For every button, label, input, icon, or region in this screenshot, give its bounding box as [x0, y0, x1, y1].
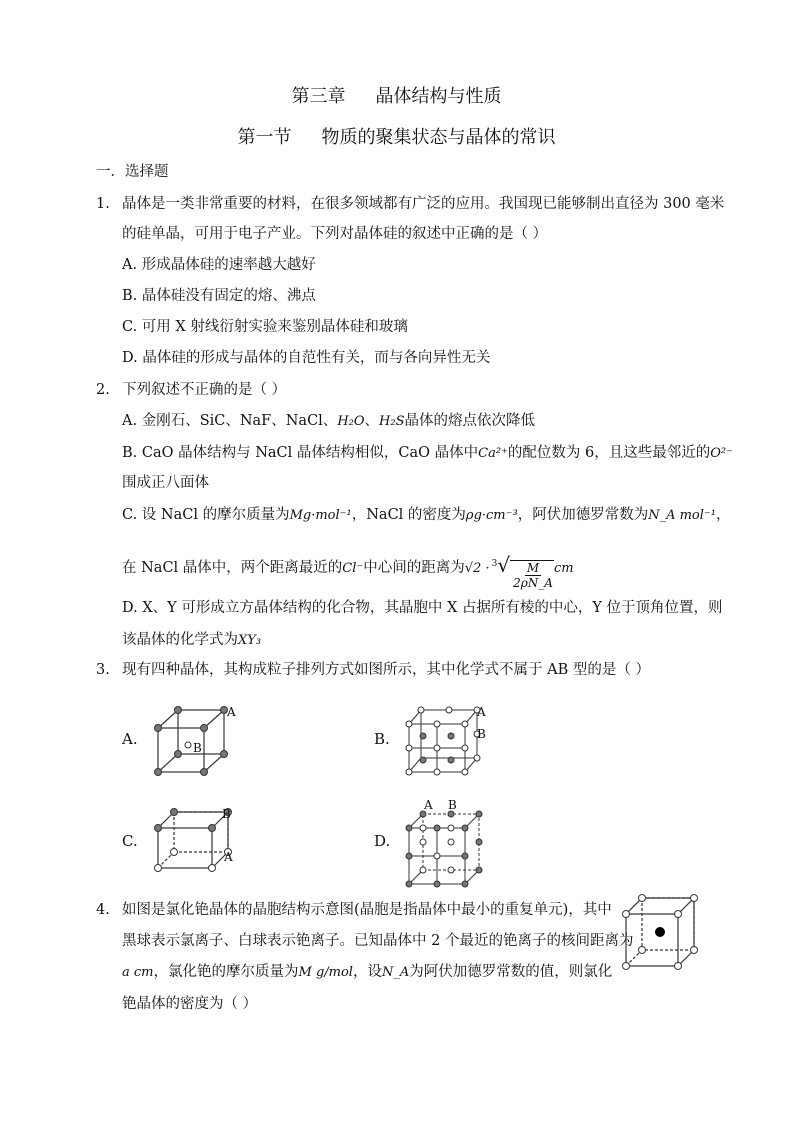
density-unit: ρg·cm⁻³	[465, 508, 518, 523]
q4-l3-mid: ，氯化铯的摩尔质量为	[153, 964, 299, 980]
q3-c-label-b: B	[222, 807, 231, 821]
q2-a-text: A. 金刚石、SiC、NaF、NaCl、	[122, 413, 338, 429]
q3-d-label-a: A	[424, 798, 433, 812]
q1-option-d: D. 晶体硅的形成与晶体的自范性有关，而与各向异性无关	[122, 350, 491, 366]
section-name: 物质的聚集状态与晶体的常识	[321, 127, 556, 148]
avogadro-na: N_A	[381, 965, 410, 980]
q3-option-b-label: B.	[374, 730, 390, 748]
formula-o-ion: O²⁻	[710, 446, 733, 461]
q3-number: 3.	[96, 662, 110, 678]
q2-option-d-line1: D. X、Y 可形成立方晶体结构的化合物，其晶胞中 X 占据所有棱的中心，Y 位于顶角位置，则	[122, 600, 723, 616]
q3-stem: 现有四种晶体，其构成粒子排列方式如图所示，其中化学式不属于 AB 型的是（ ）	[122, 662, 650, 678]
q3-b-label-b: B	[477, 727, 486, 741]
q3-option-a-label: A.	[122, 730, 138, 748]
q2-option-b-line1	[122, 443, 733, 464]
distance-unit: cm	[553, 560, 574, 576]
q2-c2-mid: 中心间的距离为	[363, 559, 465, 576]
q3-d-label-b: B	[448, 798, 457, 812]
section-title	[0, 123, 793, 149]
q2-b-mid: 的配位数为 6，且这些最邻近的	[507, 445, 711, 461]
q2-stem: 下列叙述不正确的是（ ）	[122, 382, 287, 398]
q2-option-a	[122, 411, 535, 432]
sqrt-two: √2 ·	[464, 560, 490, 576]
q2-option-c-line1	[122, 505, 730, 526]
q3-option-d-label: D.	[374, 832, 391, 850]
q4-line3	[122, 962, 612, 983]
formula-cl-ion: Cl⁻	[342, 560, 364, 576]
q2-number: 2.	[96, 382, 110, 398]
q3-b-label-a: A	[477, 705, 486, 719]
q4-line2: 黑球表示氯离子、白球表示铯离子。已知晶体中 2 个最近的铯离子的核间距离为	[122, 933, 634, 949]
cscl-unit-cell-diagram	[620, 890, 700, 974]
formula-ca-ion: Ca²⁺	[478, 446, 508, 461]
fraction-denominator: 2ρN_A	[513, 575, 553, 590]
fraction-numerator: M	[526, 560, 540, 575]
q1-option-a: A. 形成晶体硅的速率越大越好	[122, 257, 316, 273]
q2-option-d-line2	[122, 630, 261, 651]
q2-c-mid: ，NaCl 的密度为	[351, 507, 466, 523]
molar-mass-m: M g/mol	[298, 965, 353, 980]
q2-c2-text: 在 NaCl 晶体中，两个距离最近的	[122, 559, 343, 576]
q2-c-end: ，	[715, 507, 731, 523]
q4-line1: 如图是氯化铯晶体的晶胞结构示意图(晶胞是指晶体中最小的重复单元)，其中	[122, 902, 612, 918]
formula-xy3: XY₃	[238, 633, 262, 648]
q3-a-label-a: A	[227, 705, 236, 719]
formula-h2s: H₂S	[379, 414, 405, 429]
q3-c-label-a: A	[224, 850, 233, 864]
q1-option-b: B. 晶体硅没有固定的熔、沸点	[122, 288, 316, 304]
q3-option-c-label: C.	[122, 832, 138, 850]
q3-crystal-d-diagram	[403, 806, 493, 890]
distance-a-cm: a cm	[122, 965, 154, 980]
q4-line4: 铯晶体的密度为（ ）	[122, 996, 258, 1012]
q2-a-tail: 晶体的熔点依次降低	[404, 413, 535, 429]
q3-a-label-b: B	[193, 741, 202, 755]
q2-a-sep: 、	[364, 413, 380, 429]
q2-option-c-line2: 在 NaCl 晶体中，两个距离最近的Cl⁻中心间的距离为√2 · $^3$√ $\frac{M}{2\rho N\_A}$ cm	[122, 552, 574, 590]
q1-number: 1.	[96, 196, 110, 212]
q4-l3-end: 为阿伏加德罗常数的值，则氯化	[409, 964, 613, 980]
chapter-name: 晶体结构与性质	[375, 86, 502, 107]
part-heading: 一．选择题	[96, 164, 169, 180]
q4-l3-mid2: ，设	[352, 964, 382, 980]
q4-number: 4.	[96, 902, 110, 918]
q2-c-mid2: ，阿伏加德罗常数为	[517, 507, 649, 523]
q1-stem-line1: 晶体是一类非常重要的材料，在很多领域都有广泛的应用。我国现已能够制出直径为 300 毫米	[122, 196, 725, 212]
q2-option-b-line2: 围成正八面体	[122, 475, 209, 491]
q1-stem-line2: 的硅单晶，可用于电子产业。下列对晶体硅的叙述中正确的是（ ）	[122, 226, 548, 242]
cube-root-fraction	[513, 561, 553, 590]
molar-mass-unit: Mg·mol⁻¹	[289, 508, 352, 523]
avogadro-unit: N_A mol⁻¹	[648, 508, 716, 523]
q2-c-text: C. 设 NaCl 的摩尔质量为	[122, 507, 290, 523]
formula-h2o: H₂O	[337, 414, 365, 429]
chapter-title	[0, 82, 793, 108]
chapter-number: 第三章	[291, 86, 346, 107]
q2-d2-text: 该晶体的化学式为	[122, 632, 238, 648]
q2-b-text: B. CaO 晶体结构与 NaCl 晶体结构相似，CaO 晶体中	[122, 445, 479, 461]
section-number: 第一节	[237, 127, 292, 148]
q1-option-c: C. 可用 X 射线衍射实验来鉴别晶体硅和玻璃	[122, 319, 408, 335]
